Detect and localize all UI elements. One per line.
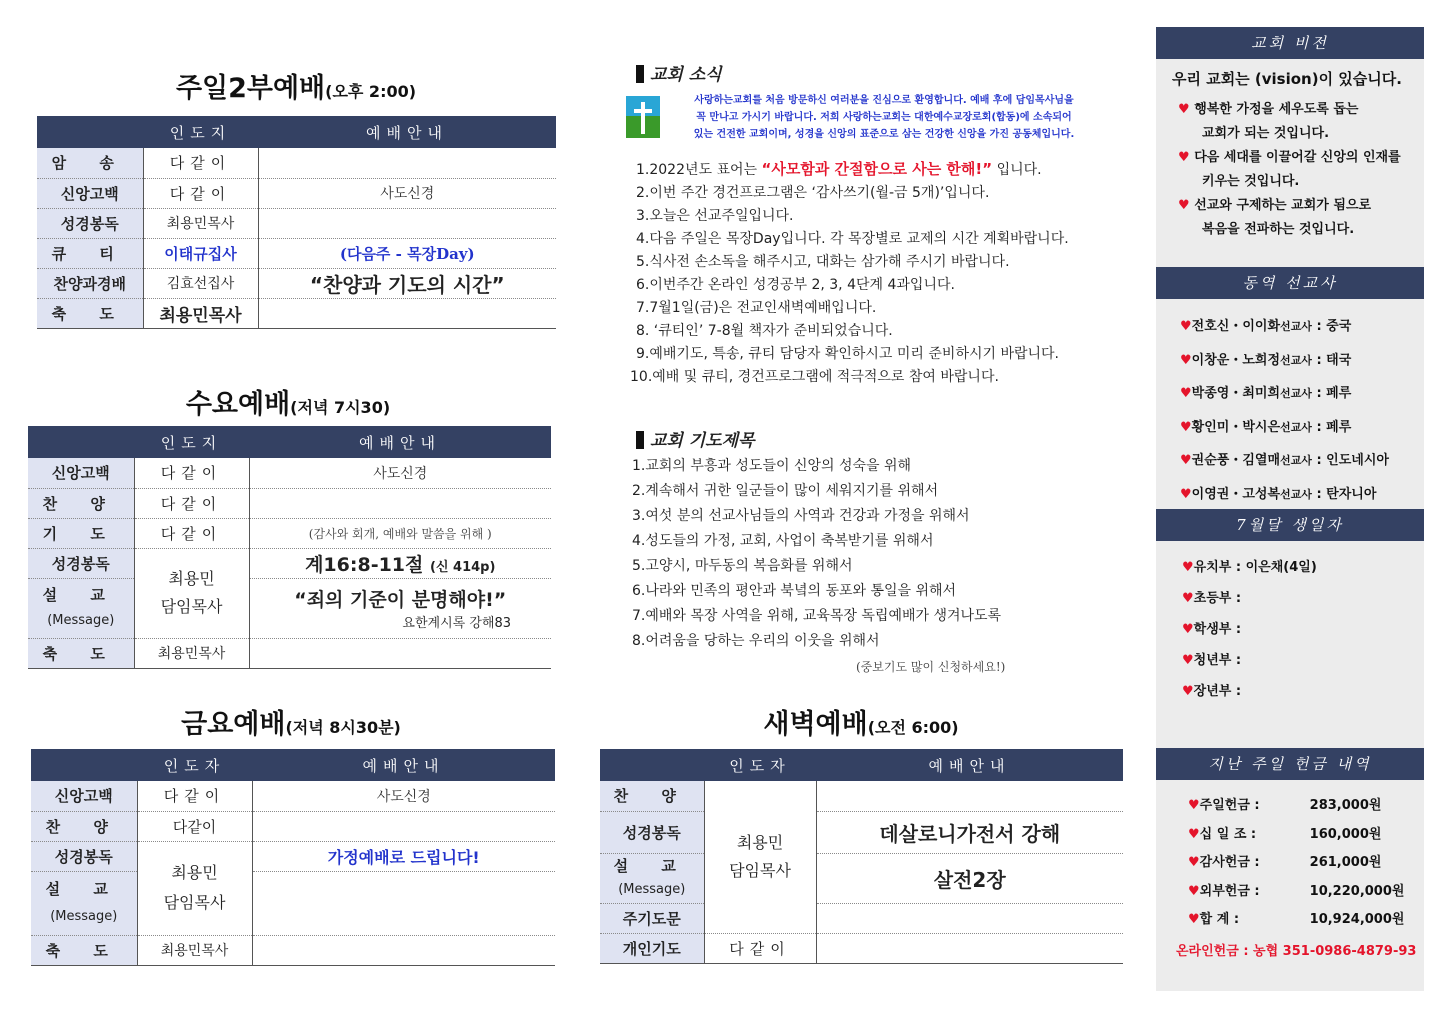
heart-icon: ♥ bbox=[1180, 486, 1192, 502]
table-row: 축 도 최용민목사 bbox=[37, 298, 556, 328]
table-row: 성경봉독 최용민목사 bbox=[37, 208, 556, 238]
heart-icon: ♥ bbox=[1180, 352, 1192, 368]
list-item: ♥십 일 조 : 160,000원 bbox=[1188, 826, 1382, 842]
list-item: 1.2022년도 표어는 “사모함과 간절함으로 사는 한해!” 입니다. bbox=[636, 160, 1042, 178]
heart-icon: ♥ bbox=[1188, 855, 1200, 870]
heart-icon: ♥ bbox=[1178, 198, 1190, 213]
list-item: 4.다음 주일은 목장Day입니다. 각 목장별로 교제의 시간 계획바랍니다. bbox=[636, 231, 1069, 247]
heart-icon: ♥ bbox=[1180, 386, 1192, 401]
list-item: 7.예배와 목장 사역을 위해, 교육목장 독립예배가 생겨나도록 bbox=[632, 608, 1002, 624]
table-row: 주기도문 bbox=[600, 903, 1123, 933]
list-item: ♥박종영・최미희선교사 : 페루 bbox=[1180, 386, 1352, 401]
prayer-list bbox=[632, 454, 1001, 654]
table-row: 설 교 (Message) bbox=[31, 871, 555, 935]
table-row: 축 도 최용민목사 bbox=[28, 638, 551, 668]
table-header: 인도지 예배안내 bbox=[37, 116, 556, 148]
list-item: ♥황인미・박시은선교사 : 페루 bbox=[1180, 419, 1352, 435]
online-offering: 온라인헌금 : 농협 351-0986-4879-93 bbox=[1176, 944, 1417, 959]
table-row: 축 도 최용민목사 bbox=[31, 935, 555, 965]
birthdays-heading: 7월달 생일자 bbox=[1156, 509, 1424, 541]
heart-icon: ♥ bbox=[1188, 826, 1200, 842]
list-item: 2.이번 주간 경건프로그램은 ‘감사쓰기(월-금 5개)’입니다. bbox=[636, 185, 990, 201]
table-row: 신앙고백 다같이 사도신경 bbox=[37, 178, 556, 208]
table-header: 인도자 예배안내 bbox=[600, 749, 1123, 781]
heart-icon: ♥ bbox=[1188, 798, 1200, 813]
table-row: 신앙고백 다같이 사도신경 bbox=[31, 781, 555, 811]
vision-item: ♥ 행복한 가정을 세우도록 돕는 교회가 되는 것입니다. bbox=[1178, 102, 1359, 141]
wednesday-passage: 계16:8-11절 (신 414p) bbox=[249, 548, 551, 578]
table-row: 성경봉독 최용민 담임목사 계16:8-11절 (신 414p) bbox=[28, 548, 551, 578]
news-intro: 사랑하는교회를 처음 방문하신 여러분을 진심으로 환영합니다. 예배 후에 담임목사님을 꼭 만나고 가시기 바랍니다. 저희 사랑하는교회는 대한예수교장로회(합동)에 소속되어 있는 건전한 교회이며, 성경을 신앙의 표준으로 삼는 건강한 신앙을 가진 공동체입니다. bbox=[693, 95, 1075, 140]
vision-item: ♥ 다음 세대를 이끌어갈 신앙의 인재를 키우는 것입니다. bbox=[1178, 150, 1401, 189]
table-row: 기 도 다같이 (감사와 회개, 예배와 말씀을 위해 ) bbox=[28, 518, 551, 548]
offering-list bbox=[1188, 792, 1404, 935]
prayer-footer: (중보기도 많이 신청하세요!) bbox=[856, 660, 1006, 674]
list-item: 1.교회의 부흥과 성도들이 신앙의 성숙을 위해 bbox=[632, 458, 912, 474]
table-header: 인도지 예배안내 bbox=[28, 426, 551, 458]
table-row: 성경봉독 최용민 담임목사 가정예배로 드립니다! bbox=[31, 841, 555, 871]
list-item: ♥이창운・노희정선교사 : 태국 bbox=[1180, 352, 1352, 368]
list-item: ♥이영권・고성복선교사 : 탄자니아 bbox=[1180, 486, 1377, 502]
list-item: ♥합 계 : 10,924,000원 bbox=[1188, 912, 1405, 927]
heart-icon: ♥ bbox=[1182, 622, 1194, 637]
list-item: 3.여섯 분의 선교사님들의 사역과 건강과 가정을 위해서 bbox=[632, 508, 970, 524]
news-heading: 교회 소식 bbox=[636, 60, 722, 85]
list-item: ♥유치부 : 이은채(4일) bbox=[1182, 560, 1317, 575]
friday-title: 금요예배(저녁 8시30분) bbox=[181, 709, 401, 740]
dawn-table bbox=[600, 749, 1123, 964]
list-item: ♥장년부 : bbox=[1182, 684, 1242, 699]
vision-lead: 우리 교회는 (vision)이 있습니다. bbox=[1172, 70, 1402, 88]
vision-heading: 교회 비전 bbox=[1156, 27, 1424, 59]
list-item: 5.식사전 손소독을 해주시고, 대화는 삼가해 주시기 바랍니다. bbox=[636, 254, 1010, 270]
table-row: 설 교 (Message) “죄의 기준이 분명해야!” 요한계시록 강해83 bbox=[28, 578, 551, 638]
missionaries-heading: 동역 선교사 bbox=[1156, 267, 1424, 299]
list-item: 10.예배 및 큐티, 경건프로그램에 적극적으로 참여 바랍니다. bbox=[630, 369, 999, 385]
heart-icon: ♥ bbox=[1180, 453, 1192, 468]
heart-icon: ♥ bbox=[1178, 102, 1190, 117]
wednesday-title: 수요예배(저녁 7시30) bbox=[185, 389, 391, 420]
list-item: ♥청년부 : bbox=[1182, 653, 1242, 668]
list-item: ♥학생부 : bbox=[1182, 622, 1242, 637]
heart-icon: ♥ bbox=[1188, 912, 1200, 927]
table-row: 설 교 (Message) 살전2장 bbox=[600, 853, 1123, 903]
heart-icon: ♥ bbox=[1182, 560, 1194, 575]
news-list bbox=[630, 158, 1069, 389]
dawn-title: 새벽예배(오전 6:00) bbox=[763, 709, 959, 740]
table-row: 큐 티 이태규집사 (다음주 - 목장Day) bbox=[37, 238, 556, 268]
list-item: 4.성도들의 가정, 교회, 사업이 축복받기를 위해서 bbox=[632, 533, 934, 549]
missionary-list bbox=[1180, 310, 1389, 511]
offering-heading: 지난 주일 헌금 내역 bbox=[1156, 748, 1424, 780]
table-row: 찬 양 다같이 bbox=[28, 488, 551, 518]
list-item: ♥주일헌금 : 283,000원 bbox=[1188, 798, 1382, 813]
wednesday-preacher: 최용민 담임목사 bbox=[134, 548, 249, 638]
list-item: ♥권순풍・김열매선교사 : 인도네시아 bbox=[1180, 453, 1389, 468]
cross-icon bbox=[626, 96, 660, 138]
list-item: 6.이번주간 온라인 성경공부 2, 3, 4단계 4과입니다. bbox=[636, 277, 955, 293]
list-item: ♥초등부 : bbox=[1182, 591, 1242, 606]
list-item: 9.예배기도, 특송, 큐티 담당자 확인하시고 미리 준비하시기 바랍니다. bbox=[636, 346, 1060, 362]
friday-preacher: 최용민 담임목사 bbox=[137, 841, 252, 935]
list-item: 2.계속해서 귀한 일군들이 많이 세워지기를 위해서 bbox=[632, 483, 939, 499]
prayer-heading: 교회 기도제목 bbox=[636, 426, 754, 451]
vision-item: ♥ 선교와 구제하는 교회가 됨으로 복음을 전파하는 것입니다. bbox=[1178, 198, 1372, 237]
heart-icon: ♥ bbox=[1188, 883, 1200, 899]
table-row: 암 송 다같이 bbox=[37, 148, 556, 178]
list-item: ♥외부헌금 : 10,220,000원 bbox=[1188, 883, 1405, 899]
list-item: 3.오늘은 선교주일입니다. bbox=[636, 208, 794, 224]
heart-icon: ♥ bbox=[1178, 150, 1190, 165]
heart-icon: ♥ bbox=[1180, 319, 1192, 334]
table-row: 신앙고백 다같이 사도신경 bbox=[28, 458, 551, 488]
table-header: 인도자 예배안내 bbox=[31, 749, 555, 781]
heart-icon: ♥ bbox=[1182, 684, 1194, 699]
list-item: 8.어려움을 당하는 우리의 이웃을 위해서 bbox=[632, 633, 880, 649]
heart-icon: ♥ bbox=[1180, 419, 1192, 435]
heart-icon: ♥ bbox=[1182, 653, 1194, 668]
dawn-preacher: 최용민 담임목사 bbox=[704, 781, 816, 933]
list-item: 7.7월1일(금)은 전교인새벽예배입니다. bbox=[636, 300, 877, 316]
friday-table bbox=[31, 749, 555, 966]
list-item: 5.고양시, 마두동의 복음화를 위해서 bbox=[632, 558, 853, 574]
list-item: ♥감사헌금 : 261,000원 bbox=[1188, 855, 1382, 870]
heart-icon: ♥ bbox=[1182, 591, 1194, 606]
wednesday-table bbox=[28, 426, 551, 669]
table-row: 찬양과경배 김효선집사 “찬양과 기도의 시간” bbox=[37, 268, 556, 298]
wednesday-sermon: “죄의 기준이 분명해야!” 요한계시록 강해83 bbox=[249, 578, 551, 638]
table-row: 찬 양 최용민 담임목사 bbox=[600, 781, 1123, 811]
list-item: ♥전호신・이이화선교사 : 중국 bbox=[1180, 319, 1352, 334]
sunday-title: 주일2부예배(오후 2:00) bbox=[175, 73, 417, 104]
birthday-list bbox=[1182, 552, 1317, 707]
table-row: 찬 양 다같이 bbox=[31, 811, 555, 841]
list-item: 6.나라와 민족의 평안과 북녘의 동포와 통일을 위해서 bbox=[632, 583, 957, 599]
table-row: 성경봉독 데살로니가전서 강해 bbox=[600, 811, 1123, 853]
table-row: 개인기도 다같이 bbox=[600, 933, 1123, 963]
sunday-table bbox=[37, 116, 556, 329]
list-item: 8. ‘큐티인’ 7-8월 책자가 준비되었습니다. bbox=[636, 323, 893, 339]
